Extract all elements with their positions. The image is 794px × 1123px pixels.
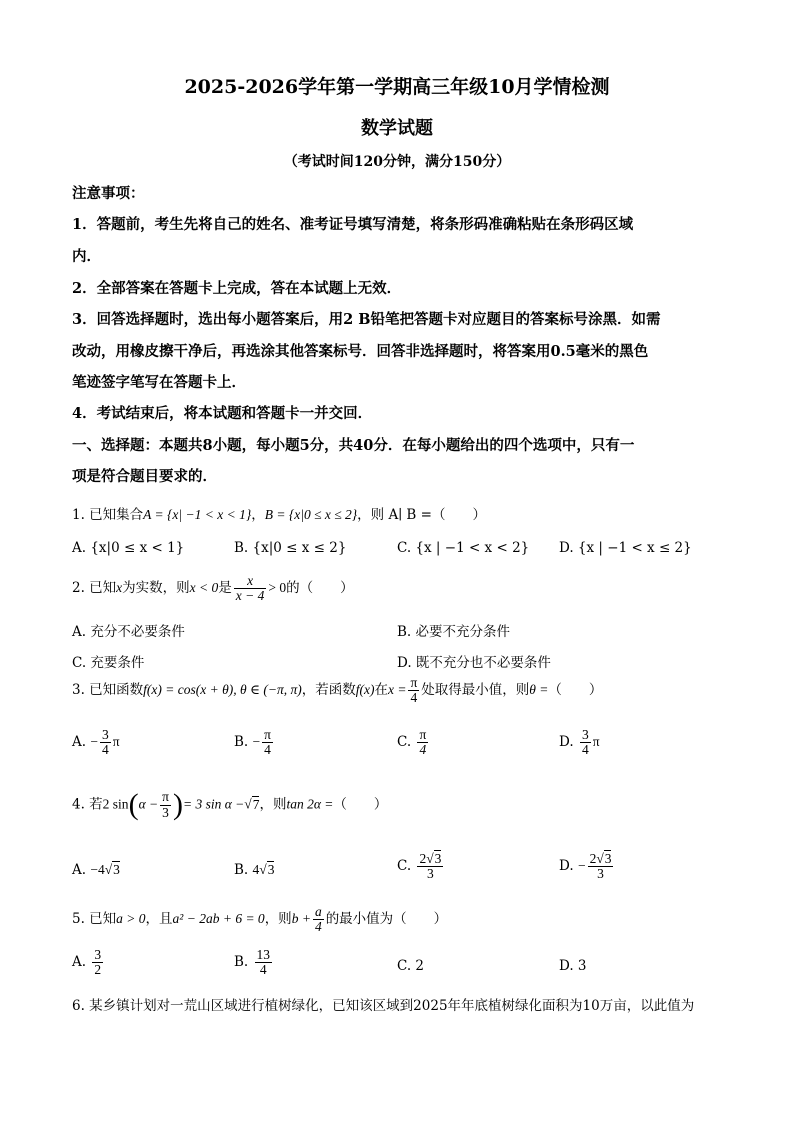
q1-stem-pre: 1. 已知集合 [72,507,144,523]
q3-d-frac [580,728,591,757]
q5-stem-mid: ，且 [145,911,173,928]
q5-option-a[interactable] [72,948,105,977]
q3-a-label: A. [72,734,87,751]
q4-d-num: 2 [589,851,597,866]
q5-b-label: B. [234,954,249,971]
q2-stem-post: 的（ ） [286,580,354,597]
q3-option-c[interactable] [397,728,430,757]
q5-expr: b + [291,911,311,927]
q4-rhs: = 3 sin α − [182,796,245,812]
q5-a-den: 2 [94,962,102,978]
q3-b-sign: − [252,734,261,750]
q5-cond1: a > 0 [116,911,146,927]
q4-d-den: 3 [597,866,604,882]
q1-option-d[interactable]: D. {x | −1 < x ≤ 2} [559,540,692,556]
question-6-stem: 6. 某乡镇计划对一荒山区域进行植树绿化，已知该区域到2025年年底植树绿化面积为10万亩，以此值为 [72,998,695,1014]
exam-title: 2025-2026学年第一学期高三年级10月学情检测 [184,76,610,98]
q2-fraction [234,574,267,603]
q3-fx: f(x) [355,682,375,698]
q3-frac-den: 4 [410,690,418,706]
note-2: 2．全部答案在答题卡上完成，答在本试题上无效． [72,280,402,297]
q4-c-frac [417,852,443,881]
q2-var: x [116,580,123,596]
q5-frac-num: a [314,904,322,919]
q1-option-c[interactable]: C. {x | −1 < x < 2} [397,540,530,556]
q2-gt0: > 0 [268,580,287,596]
q3-a-pi: π [112,734,120,750]
q5-b-num: 13 [256,947,271,962]
q5-b-den: 4 [259,962,267,978]
q4-radicand: 7 [252,796,260,812]
q3-theta: θ = [529,682,549,698]
q4-tan: tan 2α = [286,796,334,812]
question-1-stem [72,503,486,523]
q3-c-den: 4 [419,742,427,758]
q3-b-label: B. [234,734,249,751]
q1-set-b: B = {x|0 ≤ x ≤ 2} [264,507,358,522]
q4-c-num: 2 [419,851,427,866]
q3-d-pi: π [592,734,600,750]
q3-stem-post: 处取得最小值，则 [421,682,530,699]
q5-a-frac [92,948,103,977]
question-3-stem [72,676,602,705]
q5-option-d[interactable]: D. 3 [559,958,587,974]
q3-xeq: x = [387,682,407,698]
q4-d-numerator: 2√3 [589,851,612,866]
q1-set-a: A = {x| −1 < x < 1} [143,507,252,522]
q4-a-sqrt: √3 [104,862,120,877]
q4-stem-pre: 4. 若 [72,796,103,813]
q4-d-frac [588,852,614,881]
q5-stem-post: 的最小值为（ ） [325,911,448,928]
q3-c-num: π [419,727,427,742]
q4-c-rad: 3 [434,851,442,866]
q4-paren-left: ( [128,788,139,821]
q4-a-label: A. [72,862,87,878]
q4-lhs-coef: 2 sin [102,796,129,812]
section1-line-a: 一、选择题：本题共8小题，每小题5分，共40分．在每小题给出的四个选项中，只有一 [72,437,635,454]
q3-d-den: 4 [581,742,589,758]
q3-frac-num: π [410,675,418,690]
q1-stem-post: ，则 A∣ B =（ ） [357,507,486,523]
note-3b: 改动，用橡皮擦干净后，再选涂其他答案标号．回答非选择题时，将答案用0.5毫米的黑色 [72,343,649,360]
q3-a-den: 4 [101,742,109,758]
q4-b-label: B. [234,862,249,878]
q4-b-sqrt: √3 [259,862,275,877]
q2-frac-den: x − 4 [235,588,265,604]
q5-stem-pre: 5. 已知 [72,911,117,928]
q3-b-den: 4 [264,742,271,758]
q3-stem-pre: 3. 已知函数 [72,682,144,699]
q3-c-frac [417,728,428,757]
q3-stem-mid: ，若函数 [301,682,356,699]
q4-option-a[interactable] [72,862,120,878]
q3-a-num: 3 [101,727,109,742]
q5-a-num: 3 [94,947,102,962]
q3-option-d[interactable] [559,728,600,757]
note-3c: 笔迹签字笔写在答题卡上． [72,374,246,391]
note-1a: 1．答题前，考生先将自己的姓名、准考证号填写清楚，将条形码准确粘贴在条形码区域 [72,216,634,233]
question-2-stem [72,574,354,603]
q4-paren-right: ) [172,788,183,821]
q4-a-rad: 3 [113,862,120,877]
section1-line-b: 项是符合题目要求的． [72,468,217,485]
q2-frac-num: x [234,574,267,589]
q4-option-d[interactable] [559,852,615,881]
q2-stem-mid2: 是 [218,580,232,597]
q4-alpha: α − [138,796,159,812]
q4-blank: （ ） [333,796,388,813]
q1-option-a[interactable]: A. {x|0 ≤ x < 1} [72,540,185,556]
q4-frac [160,790,171,819]
q2-option-d[interactable]: D. 既不充分也不必要条件 [397,655,551,671]
q5-stem-mid2: ，则 [264,911,292,928]
q4-c-label: C. [397,858,412,875]
q3-c-label: C. [397,734,412,751]
note-3a: 3．回答选择题时，选出每小题答案后，用2 B铅笔把答题卡对应题目的答案标号涂黑．如需 [72,311,661,328]
q2-stem-pre: 2. 已知 [72,580,117,597]
q3-a-frac [100,728,111,757]
question-5-stem [72,905,447,934]
q3-func: f(x) = cos(x + θ), θ ∈ (−π, π) [143,682,302,698]
q4-d-label: D. [559,858,574,875]
q4-frac-num: π [162,789,169,805]
q4-c-numerator: 2√3 [419,851,442,866]
q4-b-rad: 3 [267,862,275,877]
q5-b-frac [255,948,273,977]
exam-subtitle: 数学试题 [361,118,433,139]
q4-b-val: 4 [252,862,260,877]
q4-frac-den: 3 [162,804,169,820]
q2-stem-mid: 为实数，则 [122,580,190,597]
q4-option-c[interactable] [397,852,445,881]
notes-heading: 注意事项： [72,185,145,202]
q3-a-sign: − [90,734,98,750]
q4-d-rad: 3 [604,851,612,866]
q1-comma: ， [251,507,265,523]
q3-stem-mid2: 在 [374,682,388,699]
q3-b-frac [262,728,273,757]
q2-cond: x < 0 [189,580,219,596]
q4-a-val: −4 [90,862,105,877]
q3-fraction [408,676,419,705]
q3-option-a[interactable] [72,728,120,757]
q4-stem-post: ，则 [259,796,287,813]
q5-option-b[interactable] [234,948,274,977]
q5-cond2: a² − 2ab + 6 = 0 [172,911,265,927]
q3-blank: （ ） [548,682,603,699]
q4-sqrt: √7 [244,796,260,812]
q2-option-c[interactable]: C. 充要条件 [72,655,145,671]
q1-option-b[interactable]: B. {x|0 ≤ x ≤ 2} [234,540,347,556]
q3-b-num: π [264,727,271,742]
q4-option-b[interactable] [234,862,274,878]
q3-d-num: 3 [581,727,589,742]
q5-frac [313,905,324,934]
q2-option-a[interactable]: A. 充分不必要条件 [72,624,185,640]
q5-frac-den: 4 [314,919,322,935]
note-4: 4．考试结束后，将本试题和答题卡一并交回． [72,405,373,422]
q3-d-label: D. [559,734,574,751]
question-4-stem [72,788,387,822]
q4-c-den: 3 [427,866,434,882]
q5-option-c[interactable]: C. 2 [397,958,425,974]
note-1b: 内． [72,248,101,265]
q2-option-b[interactable]: B. 必要不充分条件 [397,624,511,640]
q4-d-sign: − [577,858,586,874]
q5-a-label: A. [72,954,87,971]
q3-option-b[interactable] [234,728,275,757]
exam-info: （考试时间120分钟，满分150分） [283,154,511,170]
